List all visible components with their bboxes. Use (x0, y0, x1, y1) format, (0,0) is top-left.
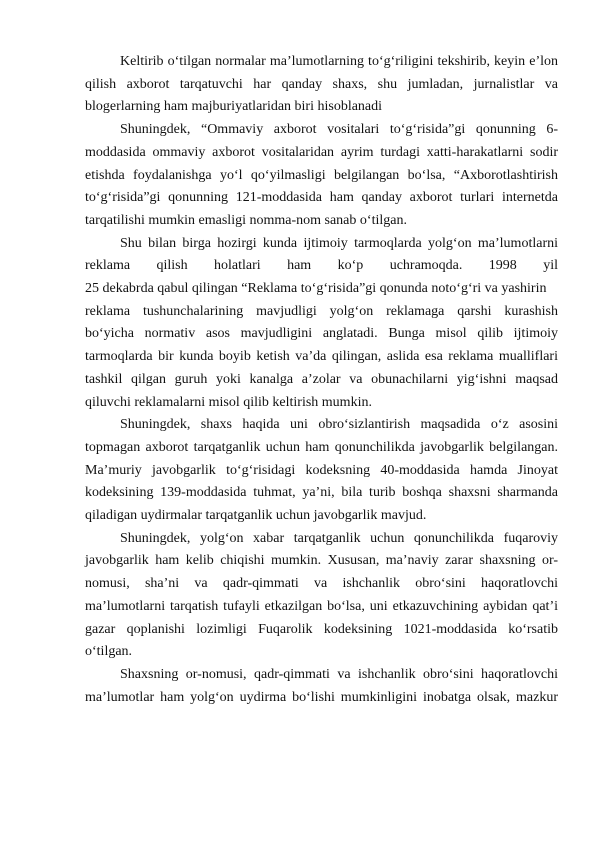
text-line: etishda foydalanishga yo‘l qo‘yilmasligi belgilangan bo‘lsa, “Axborotlashtirish (85, 167, 558, 183)
paragraph-2 (85, 119, 558, 233)
text-line: qiladigan uydirmalar tarqatganlik uchun javobgarlik mavjud. (85, 508, 427, 524)
text-line: qiluvchi reklamalarni misol qilib keltirish mumkin. (85, 394, 372, 410)
paragraph-3 (85, 233, 558, 415)
text-line: Shuningdek, “Ommaviy axborot vositalari to‘g‘risida”gi qonunning 6- (120, 122, 558, 138)
text-line: ma’lumotlar ham yolg‘on uydirma bo‘lishi mumkinligini inobatga olsak, mazkur (85, 689, 558, 705)
text-line: 25 dekabrda qabul qilingan “Reklama to‘g‘risida”gi qonunda noto‘g‘ri va yashirin (85, 281, 547, 297)
text-line: tashkil qilgan guruh yoki kanalga a’zolar va obunachilarni yig‘ishni maqsad (85, 371, 558, 387)
text-line: reklama tushunchalarining mavjudligi yolg‘on reklamaga qarshi kurashish (85, 303, 558, 319)
paragraph-6 (85, 664, 558, 709)
text-line: kodeksining 139-moddasida tuhmat, ya’ni, bila turib boshqa shaxsni sharmanda (85, 485, 558, 501)
text-line: javobgarlik ham kelib chiqishi mumkin. Xususan, ma’naviy zarar shaxsning or- (85, 553, 558, 569)
text-line: tarqatilishi mumkin emasligi nomma-nom sanab o‘tilgan. (85, 212, 407, 228)
text-line: Shuningdek, shaxs haqida uni obro‘sizlantirish maqsadida o‘z asosini (120, 417, 558, 433)
document-page (85, 51, 558, 709)
text-line: tarmoqlarda bir kunda boyib ketish va’da qilingan, aslida esa reklama mualliflari (85, 349, 558, 365)
text-line: Shuningdek, yolg‘on xabar tarqatganlik uchun qonunchilikda fuqaroviy (120, 530, 558, 546)
text-line: Shu bilan birga hozirgi kunda ijtimoiy tarmoqlarda yolg‘on ma’lumotlarni (120, 235, 558, 251)
paragraph-1 (85, 51, 558, 119)
text-line: to‘g‘risida”gi qonunning 121-moddasida ham qanday axborot turlari internetda (85, 190, 558, 206)
text-line: bo‘yicha normativ asos mavjudligini anglatadi. Bunga misol qilib ijtimoiy (85, 326, 558, 342)
text-line: Keltirib o‘tilgan normalar ma’lumotlarning to‘g‘riligini tekshirib, keyin e’lon (120, 54, 558, 69)
text-line: Shaxsning or-nomusi, qadr-qimmati va ishchanlik obro‘sini haqoratlovchi (120, 666, 558, 682)
text-line: moddasida ommaviy axborot vositalaridan ayrim turdagi xatti-harakatlarni sodir (85, 144, 558, 160)
text-line: topmagan axborot tarqatganlik uchun ham qonunchilikda javobgarlik belgilangan. (85, 439, 558, 455)
paragraph-5 (85, 528, 558, 664)
text-line: nomusi, sha’ni va qadr-qimmati va ishchanlik obro‘sini haqoratlovchi (85, 576, 558, 592)
text-line: ma’lumotlarni tarqatish tufayli etkazilgan bo‘lsa, uni etkazuvchining aybidan qat’i (85, 598, 558, 614)
text-line: reklama qilish holatlari ham ko‘p uchramoqda. 1998 yil (85, 258, 558, 274)
text-line: qilish axborot tarqatuvchi har qanday shaxs, shu jumladan, jurnalistlar va (85, 76, 558, 92)
text-line: gazar qoplanishi lozimligi Fuqarolik kodeksining 1021-moddasida ko‘rsatib (85, 621, 558, 637)
paragraph-4 (85, 414, 558, 528)
text-line: blogerlarning ham majburiyatlaridan biri hisoblanadi (85, 99, 383, 115)
text-line: Ma’muriy javobgarlik to‘g‘risidagi kodeksning 40-moddasida hamda Jinoyat (85, 462, 558, 478)
text-line: o‘tilgan. (85, 644, 133, 660)
